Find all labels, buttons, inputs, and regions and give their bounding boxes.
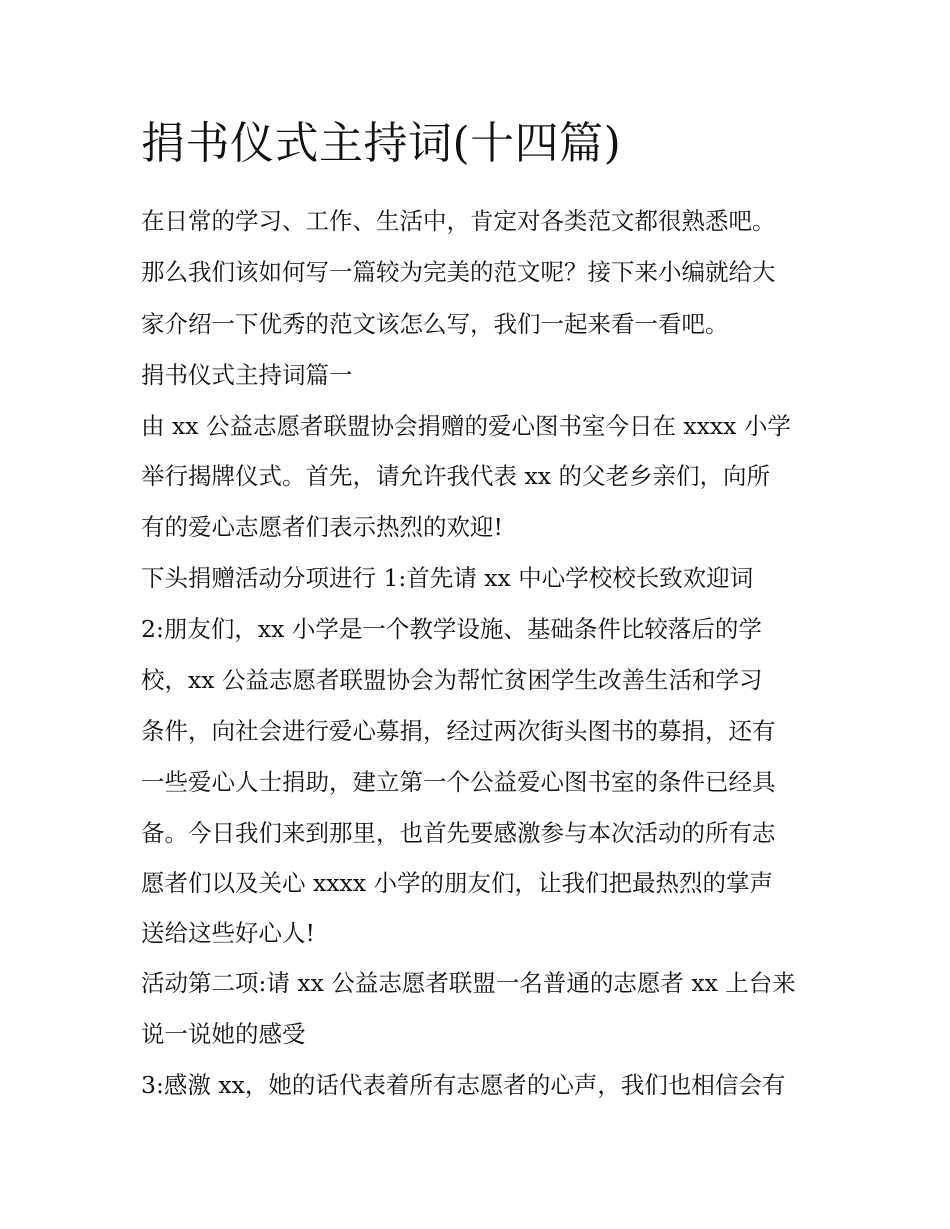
paragraph-line: 说一说她的感受 xyxy=(141,1020,306,1048)
paragraph-line: 送给这些好心人! xyxy=(141,919,315,947)
paragraph-line: 举行揭牌仪式。首先，请允许我代表 xx 的父老乡亲们，向所 xyxy=(141,462,770,490)
paragraph-line: 下头捐赠活动分项进行 1:首先请 xx 中心学校校长致欢迎词 xyxy=(141,564,754,592)
paragraph-line: 条件，向社会进行爱心募捐，经过两次街头图书的募捐，还有 xyxy=(141,717,776,745)
paragraph-line: 活动第二项:请 xx 公益志愿者联盟一名普通的志愿者 xx 上台来 xyxy=(141,969,796,997)
paragraph-line: 那么我们该如何写一篇较为完美的范文呢？接下来小编就给大 xyxy=(141,258,776,286)
paragraph-line: 由 xx 公益志愿者联盟协会捐赠的爱心图书室今日在 xxxx 小学 xyxy=(141,412,791,440)
paragraph-line: 在日常的学习、工作、生活中，肯定对各类范文都很熟悉吧。 xyxy=(141,207,776,235)
paragraph-line: 2:朋友们，xx 小学是一个教学设施、基础条件比较落后的学 xyxy=(141,615,762,643)
section-heading: 捐书仪式主持词篇一 xyxy=(141,361,353,389)
paragraph-line: 一些爱心人士捐助，建立第一个公益爱心图书室的条件已经具 xyxy=(141,768,776,796)
paragraph-line: 家介绍一下优秀的范文该怎么写，我们一起来看一看吧。 xyxy=(141,310,729,338)
paragraph-line: 校，xx 公益志愿者联盟协会为帮忙贫困学生改善生活和学习 xyxy=(141,666,763,694)
paragraph-line: 愿者们以及关心 xxxx 小学的朋友们，让我们把最热烈的掌声 xyxy=(141,869,773,897)
paragraph-line: 备。今日我们来到那里，也首先要感激参与本次活动的所有志 xyxy=(141,819,776,847)
paragraph-line: 有的爱心志愿者们表示热烈的欢迎! xyxy=(141,513,503,541)
paragraph-line: 3:感激 xx，她的话代表着所有志愿者的心声，我们也相信会有 xyxy=(141,1071,786,1099)
document-title: 捐书仪式主持词(十四篇) xyxy=(141,118,622,169)
